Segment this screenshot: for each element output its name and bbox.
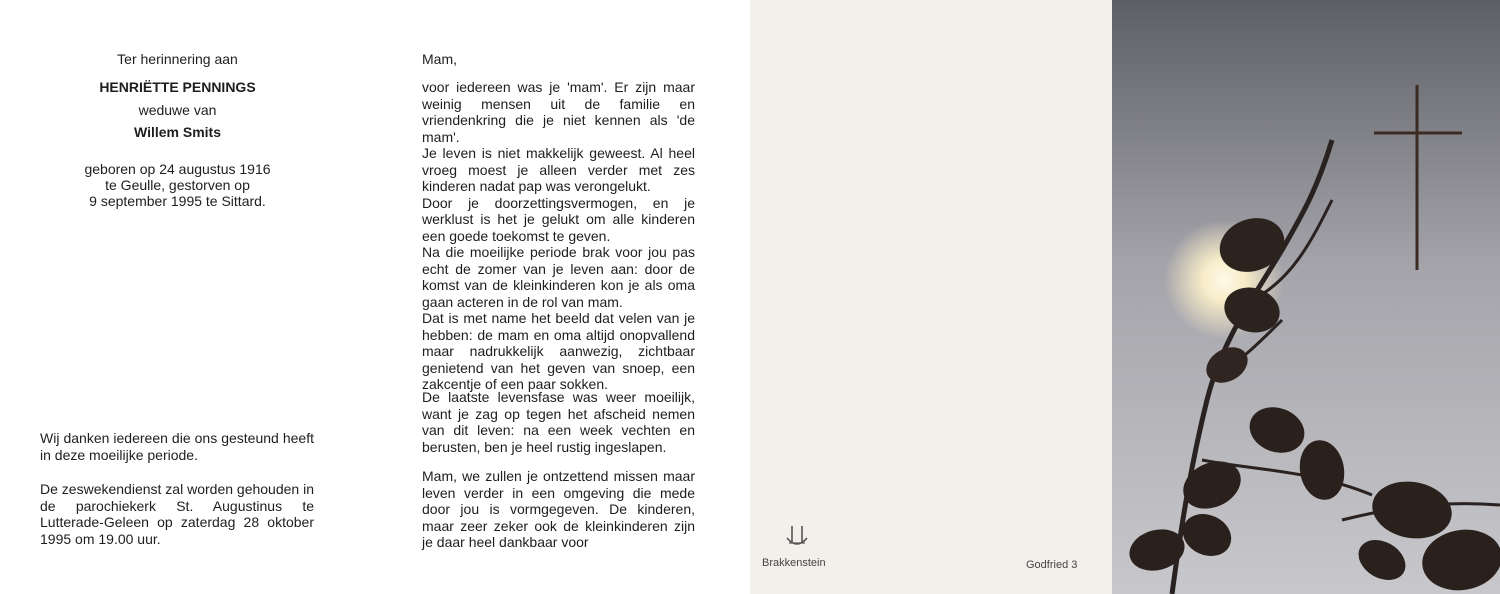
middle-panel	[375, 0, 750, 594]
card-code: Godfried 3	[1026, 559, 1078, 571]
dates-line-1: geboren op 24 augustus 1916	[84, 161, 271, 177]
letter-paragraph: Dat is met name het beeld dat velen van je hebben: de mam en oma altijd onopvallend maar nadrukkelijk aanwezig, zichtbaar genietend van het geven van snoep, een zakcentje of een paar sokken.	[422, 310, 695, 392]
relation-text: weduwe van	[138, 102, 217, 118]
left-panel	[0, 0, 375, 594]
letter-paragraph: voor iedereen was je 'mam'. Er zijn maar weinig mensen uit de familie en vriendenkring die je niet kennen als 'de mam'.	[422, 79, 695, 145]
spouse-name: Willem Smits	[133, 124, 221, 140]
intro-text: Ter herinnering aan	[117, 51, 238, 67]
salutation: Mam,	[422, 51, 457, 67]
dates-line-2: te Geulle, gestorven op	[105, 177, 250, 193]
deceased-name: HENRIËTTE PENNINGS	[99, 79, 256, 95]
letter-paragraph: Je leven is niet makkelijk geweest. Al heel vroeg moest je alleen verder met zes kinderen nadat pap was verongelukt.	[422, 145, 695, 194]
letter-paragraph-late: De laatste levensfase was weer moeilijk, want je zag op tegen het afscheid nemen van dit leven: na een week vechten en berusten, ben je heel rustig ingeslapen.	[422, 389, 695, 455]
service-text: De zeswekendienst zal worden gehouden in de parochiekerk St. Augustinus te Lutterade-Geleen op zaterdag 28 oktober 1995 om 19.00 uur.	[40, 481, 314, 547]
cover-photo	[1112, 0, 1500, 594]
letter-body	[422, 79, 695, 393]
back-panel	[750, 0, 1112, 594]
publisher-logo-icon	[784, 524, 810, 550]
letter-paragraph: Door je doorzettingsvermogen, en je werklust is het je gelukt om alle kinderen een goede toekomst te geven.	[422, 194, 695, 244]
dates-line-3: 9 september 1995 te Sittard.	[89, 193, 266, 209]
letter-paragraph-end: Mam, we zullen je ontzettend missen maar leven verder in een omgeving die mede door jou is vormgegeven. De kinderen, maar zeer zeker ook de kleinkinderen zijn je daar heel dankbaar voor	[422, 468, 695, 550]
letter-paragraph: Na die moeilijke periode brak voor jou pas echt de zomer van je leven aan: door de komst van de kleinkinderen kon je als oma gaan acteren in de rol van mam.	[422, 244, 695, 310]
publisher-name: Brakkenstein	[762, 557, 826, 569]
thanks-text: Wij danken iedereen die ons gesteund heeft in deze moeilijke periode.	[40, 430, 314, 463]
